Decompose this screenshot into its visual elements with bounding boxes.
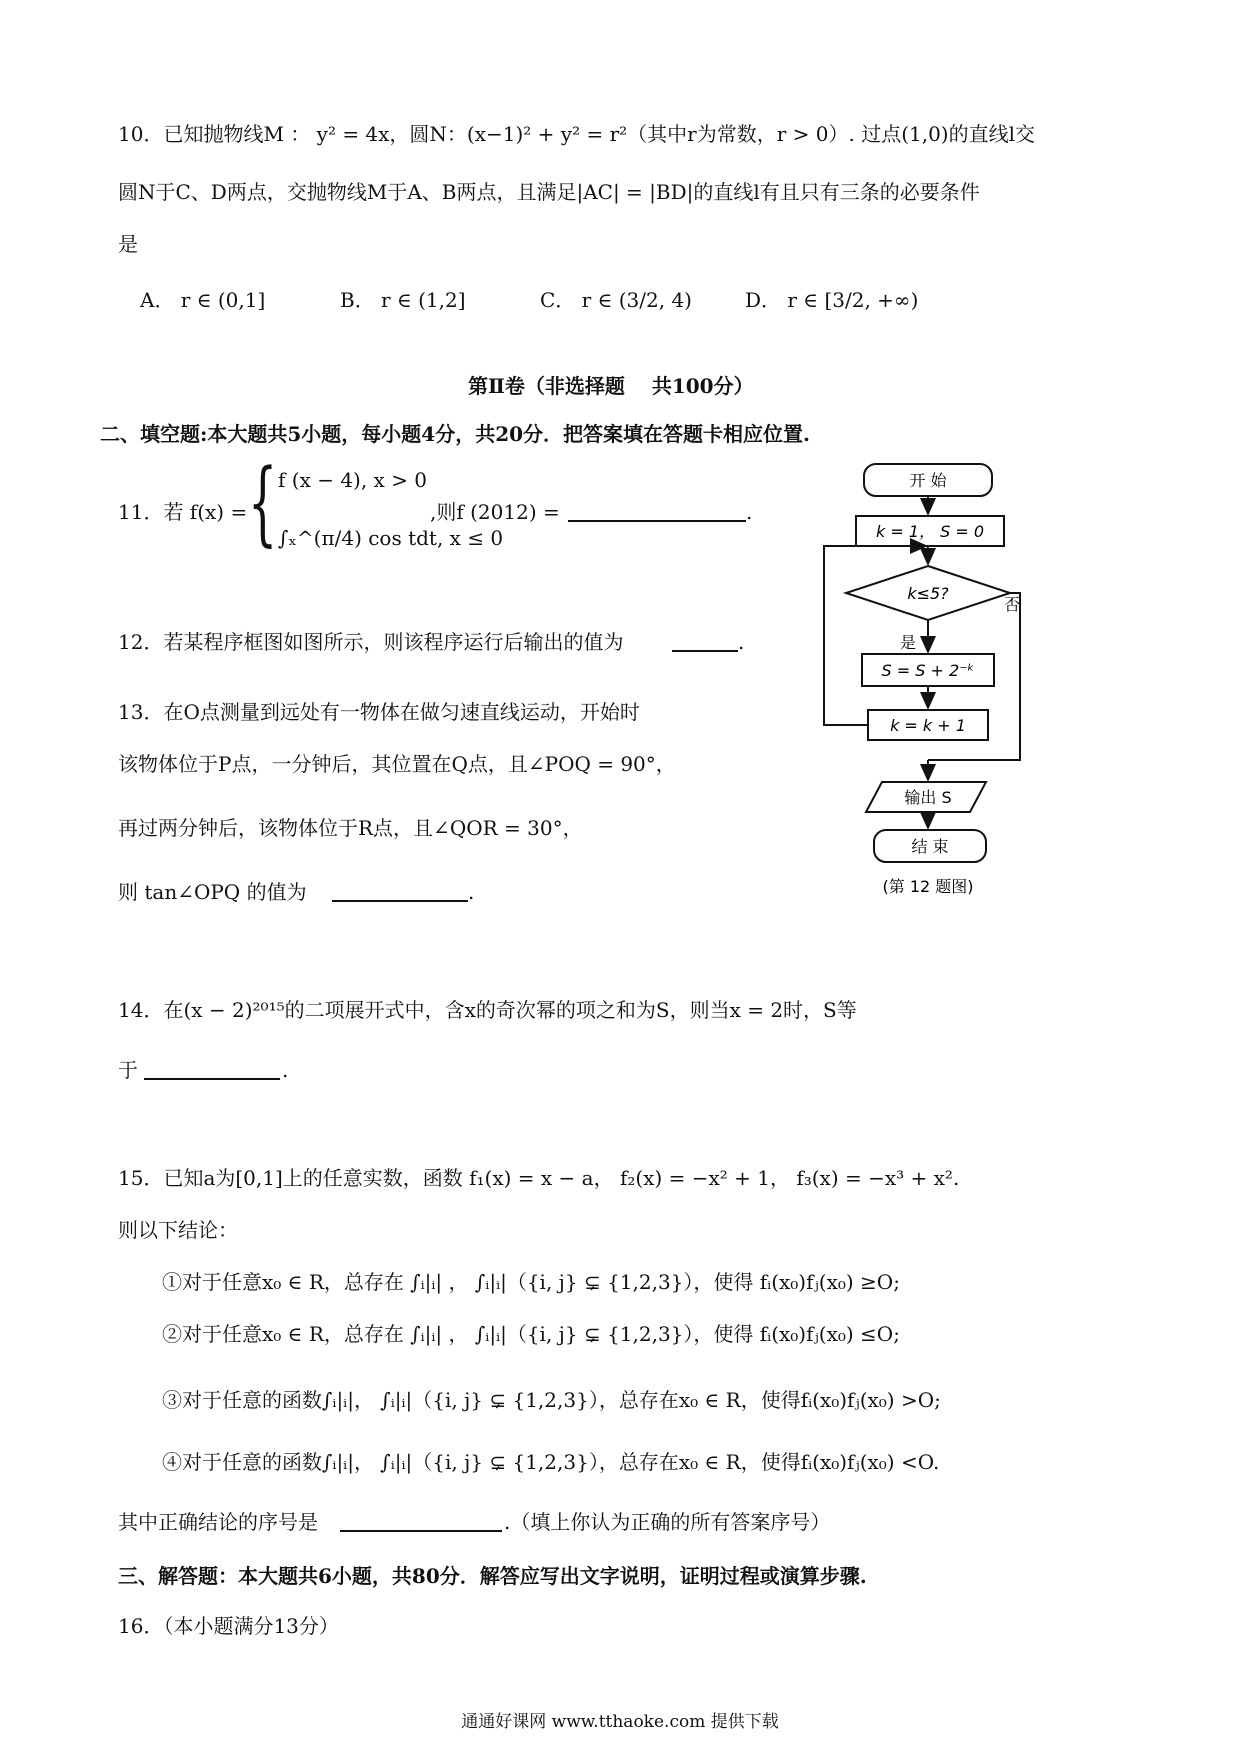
q12-answer-blank [672, 630, 738, 652]
flow-caption: (第 12 题图) [882, 877, 974, 896]
flow-step2-label: k = k + 1 [890, 716, 966, 735]
part3-header: 三、解答题：本大题共6小题，共80分．解答应写出文字说明，证明过程或演算步骤. [118, 1564, 867, 1588]
q13-line1: 13．在O点测量到远处有一物体在做匀速直线运动，开始时 [118, 700, 640, 724]
q15-answer-suffix: .（填上你认为正确的所有答案序号） [504, 1510, 831, 1534]
q11-case1: f (x − 4), x > 0 [278, 468, 428, 492]
flow-condition-label: k≤5? [907, 584, 949, 603]
q10-option-d: D． r ∈ [3/2, +∞) [745, 288, 919, 312]
flow-start-label: 开 始 [909, 471, 947, 490]
q10-option-c: C． r ∈ (3/2, 4) [540, 288, 692, 312]
q10-option-a: A． r ∈ (0,1] [140, 288, 266, 312]
flow-yes-label: 是 [899, 633, 916, 652]
flowchart [800, 460, 1060, 920]
q15-conclusion-4: ④对于任意的函数∫ᵢ|ᵢ|， ∫ᵢ|ᵢ|（{i, j} ⊊ {1,2,3}），总存在x₀ ∈ R，使得fᵢ(x₀)fⱼ(x₀) <O. [162, 1450, 940, 1474]
flow-step1-label: S = S + 2⁻ᵏ [881, 661, 975, 680]
q13-line2: 该物体位于P点，一分钟后，其位置在Q点，且∠POQ = 90°， [118, 752, 676, 776]
q14-answer-blank [144, 1058, 280, 1080]
flow-output-label: 输出 S [904, 788, 952, 807]
flow-no-label: 否 [1004, 595, 1021, 614]
section2-title: 第Ⅱ卷（非选择题 共100分） [468, 374, 754, 398]
q10-line1: 10．已知抛物线M ： y² = 4x，圆N：(x−1)² + y² = r²（其中r为常数，r > 0）. 过点(1,0)的直线l交 [118, 122, 1036, 146]
q10-line2: 圆N于C、D两点，交抛物线M于A、B两点，且满足|AC| = |BD|的直线l有且只有三条的必要条件 [118, 180, 980, 204]
q15-conclusion-1: ①对于任意x₀ ∈ R，总存在 ∫ᵢ|ᵢ| ， ∫ᵢ|ᵢ|（{i, j} ⊊ {1,2,3}），使得 fᵢ(x₀)fⱼ(x₀) ≥O; [162, 1270, 900, 1294]
q11-end: . [746, 500, 753, 524]
q16-heading: 16．（本小题满分13分） [118, 1614, 339, 1638]
q13-answer-blank [332, 880, 468, 902]
flow-end-label: 结 束 [911, 837, 949, 856]
q13-line4: 则 tan∠OPQ 的值为 [118, 880, 307, 904]
page-footer: 通通好课网 www.tthaoke.com 提供下载 [461, 1712, 779, 1732]
q14-line2: 于 [118, 1058, 138, 1082]
q15-line1: 15．已知a为[0,1]上的任意实数，函数 f₁(x) = x − a， f₂(x) = −x² + 1， f₃(x) = −x³ + x². [118, 1166, 960, 1190]
q14-end: . [282, 1058, 289, 1082]
q12-text: 12．若某程序框图如图所示，则该程序运行后输出的值为 [118, 630, 624, 654]
q11-answer-blank [568, 500, 746, 522]
q14-line1: 14．在(x − 2)²⁰¹⁵的二项展开式中，含x的奇次幂的项之和为S，则当x = 2时，S等 [118, 998, 857, 1022]
q11-prefix: 11．若 f(x) = [118, 500, 248, 524]
q10-option-b: B． r ∈ (1,2] [340, 288, 466, 312]
q11-suffix: ,则f (2012) = [430, 500, 560, 524]
flow-init-label: k = 1， S = 0 [875, 522, 985, 541]
q15-conclusion-3: ③对于任意的函数∫ᵢ|ᵢ|， ∫ᵢ|ᵢ|（{i, j} ⊊ {1,2,3}），总存在x₀ ∈ R，使得fᵢ(x₀)fⱼ(x₀) >O; [162, 1388, 941, 1412]
q15-answer-blank [340, 1510, 502, 1532]
q11-case2: ∫ₓ^(π/4) cos tdt, x ≤ 0 [278, 526, 504, 550]
q15-answer-prefix: 其中正确结论的序号是 [118, 1510, 318, 1534]
q13-end: . [468, 880, 475, 904]
part2-header: 二、填空题:本大题共5小题，每小题4分，共20分．把答案填在答题卡相应位置. [100, 422, 811, 446]
q11-brace: { [248, 448, 278, 556]
q10-line3: 是 [118, 232, 138, 256]
q15-line2: 则以下结论： [118, 1218, 238, 1242]
q15-conclusion-2: ②对于任意x₀ ∈ R，总存在 ∫ᵢ|ᵢ| ， ∫ᵢ|ᵢ|（{i, j} ⊊ {1,2,3}），使得 fᵢ(x₀)fⱼ(x₀) ≤O; [162, 1322, 900, 1346]
q13-line3: 再过两分钟后，该物体位于R点，且∠QOR = 30°， [118, 816, 583, 840]
q12-end: . [738, 630, 745, 654]
